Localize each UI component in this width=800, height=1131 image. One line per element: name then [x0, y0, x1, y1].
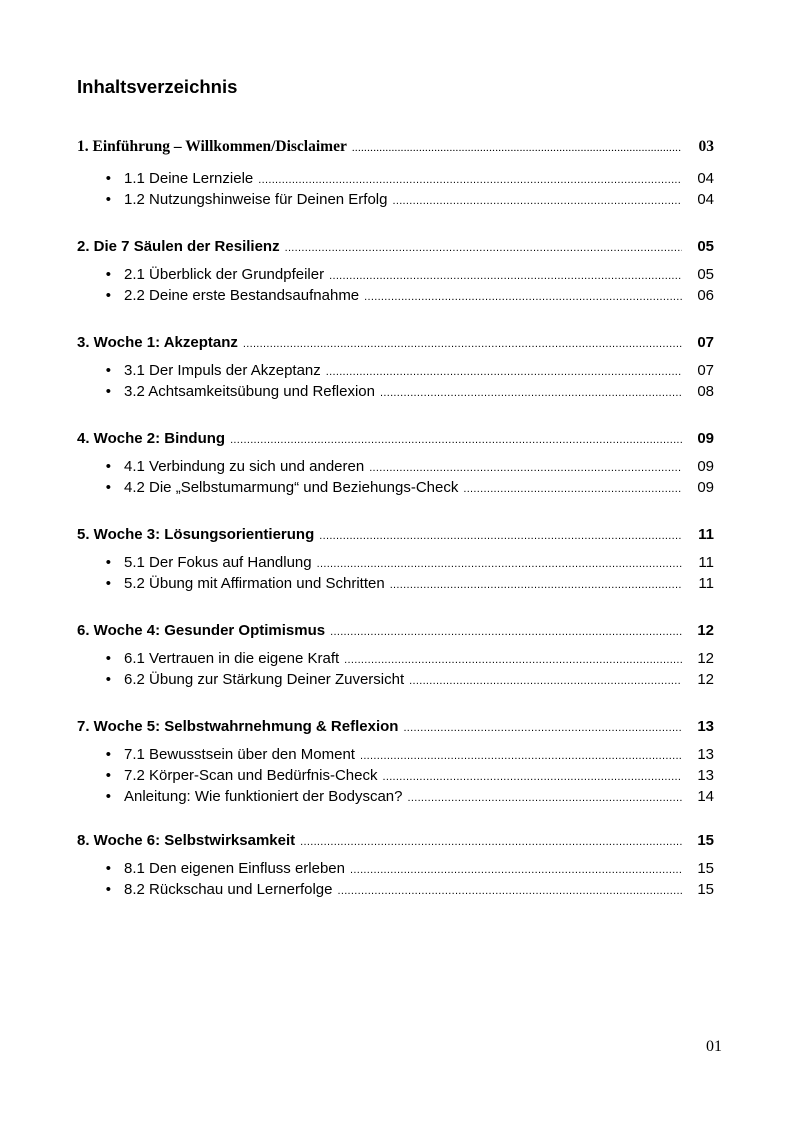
dot-leader	[325, 626, 682, 638]
subentry-title: 8.2 Rückschau und Lernerfolge	[124, 881, 333, 898]
toc-chapter-entry[interactable]	[77, 718, 714, 738]
subentry-page-number: 11	[698, 554, 714, 571]
bullet-icon: •	[105, 170, 111, 187]
subentry-title: Anleitung: Wie funktioniert der Bodyscan?	[124, 788, 403, 805]
subentry-title: 2.1 Überblick der Grundpfeiler	[124, 266, 325, 283]
chapter-title: 3. Woche 1: Akzeptanz	[77, 334, 238, 351]
chapter-title: 6. Woche 4: Gesunder Optimismus	[77, 622, 326, 639]
bullet-icon: •	[105, 575, 111, 592]
subentry-page-number: 15	[697, 881, 714, 898]
subentry-title: 5.2 Übung mit Affirmation und Schritten	[124, 575, 385, 592]
toc-section	[77, 238, 714, 308]
toc-section	[77, 334, 714, 404]
chapter-title: 5. Woche 3: Lösungsorientierung	[77, 526, 315, 543]
dot-leader	[355, 750, 682, 762]
toc-chapter-entry[interactable]	[77, 832, 714, 852]
dot-leader	[314, 530, 682, 542]
subentry-page-number: 13	[697, 746, 714, 763]
toc-subentry[interactable]	[77, 575, 714, 596]
toc-section	[77, 526, 714, 596]
subentry-title: 3.2 Achtsamkeitsübung und Reflexion	[124, 383, 375, 400]
toc-chapter-entry[interactable]	[77, 238, 714, 258]
chapter-page-number: 15	[697, 832, 714, 849]
toc-chapter-entry[interactable]	[77, 334, 714, 354]
toc-subentry[interactable]	[77, 458, 714, 479]
subentry-page-number: 08	[697, 383, 714, 400]
toc-subentry[interactable]	[77, 266, 714, 287]
toc-subentry[interactable]	[77, 788, 714, 809]
toc-chapter-entry[interactable]	[77, 138, 714, 158]
chapter-page-number: 09	[697, 430, 714, 447]
bullet-icon: •	[105, 266, 111, 283]
bullet-icon: •	[105, 362, 111, 379]
dot-leader	[332, 885, 682, 897]
bullet-icon: •	[105, 860, 111, 877]
subentry-page-number: 11	[698, 575, 714, 592]
dot-leader	[387, 195, 682, 207]
dot-leader	[345, 864, 682, 876]
dot-leader	[364, 462, 682, 474]
dot-leader	[347, 142, 682, 154]
dot-leader	[321, 366, 682, 378]
subentry-title: 7.2 Körper-Scan und Bedürfnis-Check	[124, 767, 378, 784]
bullet-icon: •	[105, 191, 111, 208]
bullet-icon: •	[105, 383, 111, 400]
toc-subentry[interactable]	[77, 554, 714, 575]
dot-leader	[238, 338, 682, 350]
bullet-icon: •	[105, 554, 111, 571]
toc-subentry[interactable]	[77, 767, 714, 788]
bullet-icon: •	[105, 788, 111, 805]
chapter-title: 7. Woche 5: Selbstwahrnehmung & Reflexion	[77, 718, 399, 735]
chapter-page-number: 12	[697, 622, 714, 639]
subentry-title: 1.1 Deine Lernziele	[124, 170, 254, 187]
subentry-title: 6.2 Übung zur Stärkung Deiner Zuversicht	[124, 671, 405, 688]
page-title: Inhaltsverzeichnis	[77, 76, 238, 97]
bullet-icon: •	[105, 458, 111, 475]
toc-subentry[interactable]	[77, 671, 714, 692]
chapter-page-number: 03	[698, 138, 714, 155]
bullet-icon: •	[105, 881, 111, 898]
footer-page-number: 01	[706, 1038, 722, 1055]
toc-section	[77, 430, 714, 500]
toc-subentry[interactable]	[77, 362, 714, 383]
dot-leader	[225, 434, 682, 446]
subentry-page-number: 05	[697, 266, 714, 283]
toc-subentry[interactable]	[77, 860, 714, 881]
dot-leader	[280, 242, 682, 254]
bullet-icon: •	[105, 650, 111, 667]
toc-chapter-entry[interactable]	[77, 430, 714, 450]
dot-leader	[403, 792, 683, 804]
subentry-title: 6.1 Vertrauen in die eigene Kraft	[124, 650, 340, 667]
dot-leader	[359, 291, 682, 303]
subentry-title: 4.1 Verbindung zu sich und anderen	[124, 458, 365, 475]
chapter-title: 8. Woche 6: Selbstwirksamkeit	[77, 832, 296, 849]
toc-subentry[interactable]	[77, 383, 714, 404]
subentry-page-number: 09	[697, 479, 714, 496]
dot-leader	[458, 483, 682, 495]
toc-subentry[interactable]	[77, 191, 714, 212]
toc-chapter-entry[interactable]	[77, 622, 714, 642]
subentry-title: 5.1 Der Fokus auf Handlung	[124, 554, 312, 571]
subentry-title: 1.2 Nutzungshinweise für Deinen Erfolg	[124, 191, 388, 208]
subentry-page-number: 04	[697, 191, 714, 208]
toc-section	[77, 832, 714, 902]
bullet-icon: •	[105, 746, 111, 763]
subentry-page-number: 09	[697, 458, 714, 475]
chapter-title: 1. Einführung – Willkommen/Disclaimer	[77, 138, 347, 155]
subentry-title: 4.2 Die „Selbstumarmung“ und Beziehungs-Check	[124, 479, 459, 496]
toc-section	[77, 718, 714, 809]
toc-section	[77, 138, 714, 212]
subentry-page-number: 15	[697, 860, 714, 877]
toc-subentry[interactable]	[77, 170, 714, 191]
toc-subentry[interactable]	[77, 881, 714, 902]
bullet-icon: •	[105, 671, 111, 688]
subentry-page-number: 04	[697, 170, 714, 187]
toc-subentry[interactable]	[77, 746, 714, 767]
toc-subentry[interactable]	[77, 287, 714, 308]
bullet-icon: •	[105, 287, 111, 304]
bullet-icon: •	[105, 767, 111, 784]
subentry-page-number: 14	[697, 788, 714, 805]
chapter-title: 2. Die 7 Säulen der Resilienz	[77, 238, 280, 255]
dot-leader	[312, 558, 682, 570]
table-of-contents	[77, 138, 714, 928]
subentry-title: 7.1 Bewusstsein über den Moment	[124, 746, 355, 763]
chapter-page-number: 07	[697, 334, 714, 351]
subentry-page-number: 13	[697, 767, 714, 784]
dot-leader	[295, 836, 682, 848]
dot-leader	[253, 174, 682, 186]
subentry-page-number: 12	[697, 650, 714, 667]
dot-leader	[324, 270, 682, 282]
chapter-page-number: 11	[698, 526, 714, 543]
subentry-page-number: 06	[697, 287, 714, 304]
bullet-icon: •	[105, 479, 111, 496]
chapter-page-number: 05	[697, 238, 714, 255]
toc-subentry[interactable]	[77, 650, 714, 671]
toc-section	[77, 622, 714, 692]
chapter-title: 4. Woche 2: Bindung	[77, 430, 226, 447]
subentry-title: 8.1 Den eigenen Einfluss erleben	[124, 860, 345, 877]
subentry-title: 3.1 Der Impuls der Akzeptanz	[124, 362, 321, 379]
dot-leader	[385, 579, 682, 591]
subentry-page-number: 07	[697, 362, 714, 379]
toc-chapter-entry[interactable]	[77, 526, 714, 546]
subentry-page-number: 12	[697, 671, 714, 688]
subentry-title: 2.2 Deine erste Bestandsaufnahme	[124, 287, 360, 304]
dot-leader	[398, 722, 682, 734]
toc-subentry[interactable]	[77, 479, 714, 500]
dot-leader	[377, 771, 682, 783]
chapter-page-number: 13	[697, 718, 714, 735]
dot-leader	[339, 654, 682, 666]
dot-leader	[404, 675, 682, 687]
dot-leader	[375, 387, 682, 399]
